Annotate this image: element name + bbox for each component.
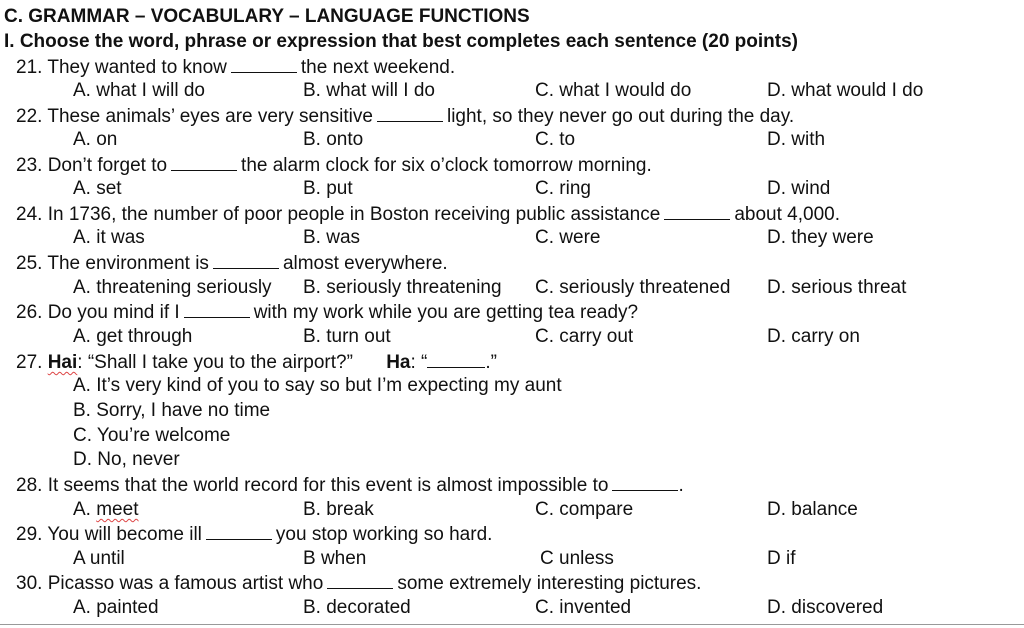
option-b: B when (303, 548, 367, 569)
question-30: 30. Picasso was a famous artist who some extremely interesting pictures. (16, 570, 1024, 595)
question-23: 23. Don’t forget to the alarm clock for six o’clock tomorrow morning. (16, 152, 1024, 177)
option-a: A. on (73, 129, 118, 150)
option-d: D. discovered (767, 597, 884, 618)
option-d: D. what would I do (767, 80, 924, 101)
option-b: B. Sorry, I have no time (73, 400, 271, 421)
speaker-hai: Hai (47, 352, 78, 373)
option-d: D. wind (767, 178, 831, 199)
option-b: B. break (303, 499, 374, 520)
option-a: A. painted (73, 597, 159, 618)
answer-blank (184, 299, 250, 318)
option-a: A. it was (73, 227, 145, 248)
option-c: C. ring (535, 178, 591, 199)
question-27: 27. Hai: “Shall I take you to the airport?” Ha: “ .” (16, 349, 1024, 374)
options-25 (0, 275, 1024, 300)
options-30 (0, 595, 1024, 620)
options-26 (0, 324, 1024, 349)
question-22: 22. These animals’ eyes are very sensitive light, so they never go out during the day. (16, 103, 1024, 128)
answer-blank (612, 472, 678, 491)
options-27 (0, 373, 1024, 398)
option-b: B. decorated (303, 597, 411, 618)
option-a: A. what I will do (73, 80, 205, 101)
options-28 (0, 497, 1024, 522)
option-a: A. meet (73, 499, 139, 520)
option-b: B. put (303, 178, 353, 199)
question-24: 24. In 1736, the number of poor people in Boston receiving public assistance about 4,000. (16, 201, 1024, 226)
option-d: D. balance (767, 499, 858, 520)
option-c: C. compare (535, 499, 634, 520)
answer-blank (377, 103, 443, 122)
question-25: 25. The environment is almost everywhere. (16, 250, 1024, 275)
option-c: C. were (535, 227, 601, 248)
answer-blank (171, 152, 237, 171)
answer-blank (213, 250, 279, 269)
option-b: B. onto (303, 129, 364, 150)
option-d: D. No, never (73, 449, 180, 470)
option-d: D. serious threat (767, 277, 907, 298)
options-21 (0, 78, 1024, 103)
option-c: C. carry out (535, 326, 634, 347)
question-26: 26. Do you mind if I with my work while you are getting tea ready? (16, 299, 1024, 324)
options-23 (0, 176, 1024, 201)
answer-blank (231, 54, 297, 73)
options-22 (0, 127, 1024, 152)
option-c: C unless (540, 548, 614, 569)
option-a: A. get through (73, 326, 193, 347)
option-a: A until (73, 548, 125, 569)
answer-blank (664, 201, 730, 220)
option-b: B. was (303, 227, 361, 248)
option-a: A. It’s very kind of you to say so but I’m expecting my aunt (73, 375, 562, 396)
option-d: D. they were (767, 227, 874, 248)
section-title: C. GRAMMAR – VOCABULARY – LANGUAGE FUNCTIONS (4, 6, 530, 27)
question-29: 29. You will become ill you stop working so hard. (16, 521, 1024, 546)
answer-blank (327, 570, 393, 589)
option-a: A. threatening seriously (73, 277, 272, 298)
option-b: B. what will I do (303, 80, 435, 101)
option-b: B. turn out (303, 326, 391, 347)
option-c: C. You’re welcome (73, 425, 231, 446)
option-a: A. set (73, 178, 122, 199)
question-21: 21. They wanted to know the next weekend. (16, 54, 1024, 79)
option-b: B. seriously threatening (303, 277, 502, 298)
options-24 (0, 225, 1024, 250)
option-c: C. to (535, 129, 576, 150)
question-28: 28. It seems that the world record for this event is almost impossible to . (16, 472, 1024, 497)
option-c: C. what I would do (535, 80, 692, 101)
option-d: D. with (767, 129, 826, 150)
answer-blank (427, 349, 485, 368)
instruction: I. Choose the word, phrase or expression that best completes each sentence (20 points) (4, 31, 798, 52)
page-divider (0, 624, 1024, 625)
option-d: D. carry on (767, 326, 860, 347)
options-29 (0, 546, 1024, 571)
speaker-ha: Ha (386, 352, 411, 373)
option-c: C. invented (535, 597, 632, 618)
answer-blank (206, 521, 272, 540)
option-d: D if (767, 548, 796, 569)
option-c: C. seriously threatened (535, 277, 731, 298)
